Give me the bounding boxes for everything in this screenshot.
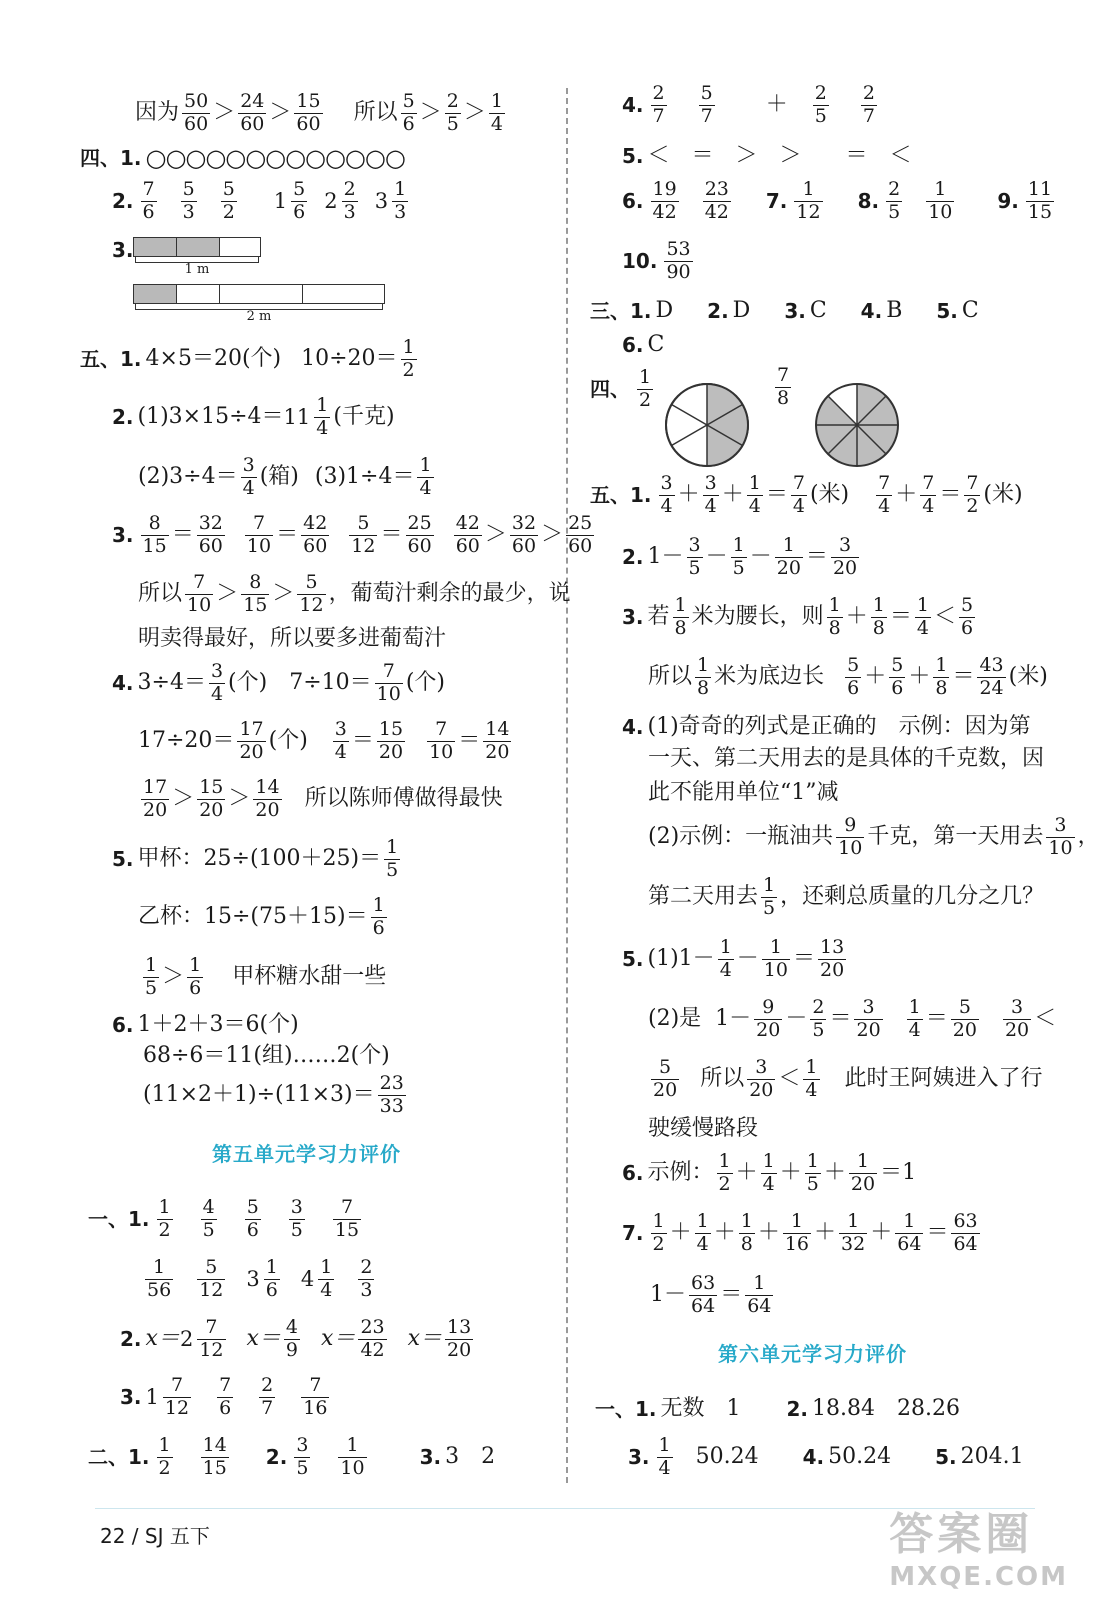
r-q4: 4. 2 7 5 7 ＋ 2 5 2 7 (622, 82, 875, 127)
section-5-6c: (11×2＋1)÷(11×3)＝ 23 33 (143, 1072, 404, 1117)
section-4-3-label: 3. (112, 238, 134, 262)
r-q10: 10. 53 90 (622, 238, 691, 283)
page-footer: 22 / SJ 五下 (100, 1524, 210, 1548)
r-section-5-4a: 4. (1)奇奇的列式是正确的 示例：因为第 (622, 714, 1031, 739)
fraction: 15 60 (296, 90, 321, 135)
unit6-3: 3. 1 4 50.24 4. 50.24 5. 204.1 (628, 1434, 1024, 1479)
r-section-4-frac: 7 8 (777, 364, 790, 409)
unit5-3: 3. 1 7 12 7 6 2 7 7 16 (120, 1374, 328, 1419)
r-section-5-6: 6. 示例： 1 2 ＋ 1 4 ＋ 1 5 ＋ 1 20 ＝ 1 (622, 1150, 917, 1195)
unit6-1: 一、1. 无数 1 2. 18.84 28.26 (595, 1396, 960, 1421)
fraction: 24 60 (240, 90, 265, 135)
circle-diagram-sixths (664, 382, 750, 468)
unit5-2: 2. x＝ 2 7 12 x＝ 4 9 x＝ 23 42 x＝ 13 20 (120, 1316, 472, 1361)
unit5-1a: 一、1. 1 2 4 5 5 6 3 5 7 15 (88, 1196, 360, 1241)
r-section-4: 四、 1 2 (590, 366, 652, 411)
r-section-5-5c: 5 20 所以 3 20 ＜ 1 4 此时王阿姨进入了行 (653, 1056, 1043, 1101)
section-5-4a: 4. 3÷4＝ 3 4 (个) 7÷10＝ 7 10 (个) (112, 660, 446, 705)
question-label: 四、1. (80, 146, 142, 170)
r-section-5-2: 2. 1－ 3 5 － 1 5 － 1 20 ＝ 3 20 (622, 534, 858, 579)
unit-6-heading: 第六单元学习力评价 (718, 1342, 907, 1366)
unit5-ii: 二、1. 1 2 14 15 2. 3 5 1 10 3. 3 2 (88, 1434, 496, 1479)
r-q5: 5. ＜ ＝ ＞ ＞ ＝ ＜ (622, 143, 912, 168)
watermark-logo: 答案圈 MXQE.COM (889, 1509, 1068, 1592)
section-5-2b: (2)3÷4＝ 3 4 (箱) (3)1÷4＝ 1 4 (138, 454, 432, 499)
section-5-1: 五、1. 4×5＝20(个) 10÷20＝ 1 2 (80, 336, 415, 381)
section-5-6b: 68÷6＝11(组)……2(个) (143, 1043, 390, 1068)
section-5-6a: 6. 1＋2＋3＝6(个) (112, 1012, 299, 1037)
r-section-5-3b: 所以 1 8 米为底边长 5 6 ＋ 5 6 ＋ 1 8 ＝ 43 24 (米) (648, 654, 1048, 699)
length-label: 2 m (246, 309, 272, 324)
section-5-5b: 乙杯：15÷(75＋15)＝ 1 6 (138, 894, 385, 939)
section-5-3b: 所以 7 10 ＞ 8 15 ＞ 5 12 ，葡萄汁剩余的最少，说 (138, 571, 571, 616)
r-section-5-5b: (2)是 1－ 9 20 － 2 5 ＝ 3 20 1 4 ＝ 5 20 3 20 ＜ (648, 996, 1057, 1041)
unit5-1b: 1 56 5 12 3 1 6 4 1 4 2 3 (147, 1256, 373, 1301)
r-section-5-1: 五、1. 3 4 ＋ 3 4 ＋ 1 4 ＝ 7 4 (米) 7 4 ＋ 7 4 ＝ 7 2 (米) (590, 472, 1023, 517)
section-4-2: 2. 7 6 5 3 5 2 1 5 6 2 2 3 3 1 3 (112, 178, 407, 223)
r-section-5-7b: 1－ 63 64 ＝ 1 64 (650, 1272, 772, 1317)
section-5-3c: 明卖得最好，所以要多进葡萄汁 (138, 626, 447, 651)
r-section-5-4b: 一天、第二天用去的是具体的千克数，因 (648, 746, 1045, 771)
circle-diagram-eighths (814, 382, 900, 468)
question-label: 2. (112, 189, 134, 214)
r-section-3b: 6. C (622, 332, 665, 357)
section-5-5c: 1 5 ＞ 1 6 甲杯糖水甜一些 (145, 954, 387, 999)
text: 因为 (135, 100, 180, 126)
strip-diagram-1m (133, 237, 261, 277)
r-section-5-4e: 第二天用去 1 5 ，还剩总质量的几分之几？ (648, 874, 1045, 919)
section-5-4b: 17÷20＝ 17 20 (个) 3 4 ＝ 15 20 7 10 ＝ 14 20 (138, 718, 510, 763)
r-section-5-5a: 5. (1)1－ 1 4 － 1 10 ＝ 13 20 (622, 936, 845, 981)
r-section-5-5d: 驶缓慢路段 (648, 1116, 759, 1141)
length-label: 1 m (184, 262, 210, 277)
circles-answer: ○○○○○○○○○○○○○ (145, 144, 405, 172)
section-5-5a: 5. 甲杯：25÷(100＋25)＝ 1 5 (112, 836, 399, 881)
r-q6-9: 6. 19 42 23 42 7. 1 12 8. 2 5 1 10 9. 11 15 (622, 178, 1053, 223)
r-section-5-4d: (2)示例：一瓶油共 9 10 千克，第一天用去 3 10 ， (648, 814, 1100, 859)
r-section-3: 三、1. D 2. D 3. C 4. B 5. C (590, 298, 979, 323)
r-section-5-4c: 此不能用单位“1”减 (648, 780, 839, 805)
strip-diagram-2m (133, 284, 385, 324)
unit-5-heading: 第五单元学习力评价 (212, 1142, 401, 1166)
r-section-5-7a: 7. 1 2 ＋ 1 4 ＋ 1 8 ＋ 1 16 ＋ 1 32 ＋ 1 64 ＝ 63 64 (622, 1210, 978, 1255)
section-4-1 (80, 146, 405, 170)
r-section-5-3a: 3. 若 1 8 米为腰长，则 1 8 ＋ 1 8 ＝ 1 4 ＜ 5 6 (622, 594, 974, 639)
compare-line: 因为 50 60 ＞ 24 60 ＞ 15 60 所以 5 6 ＞ 2 5 ＞ 1 4 (135, 90, 503, 135)
section-5-3a: 3. 8 15 ＝ 32 60 7 10 ＝ 42 60 5 12 ＝ 25 60 42 60 ＞ 32 60 ＞ 25 60 (112, 512, 593, 557)
section-5-2a: 2. (1)3×15÷4＝ 11 1 4 (千克) (112, 394, 395, 439)
fraction: 50 60 (184, 90, 209, 135)
section-5-4c: 17 20 ＞ 15 20 ＞ 14 20 所以陈师傅做得最快 (143, 776, 503, 821)
column-divider (566, 88, 568, 1483)
